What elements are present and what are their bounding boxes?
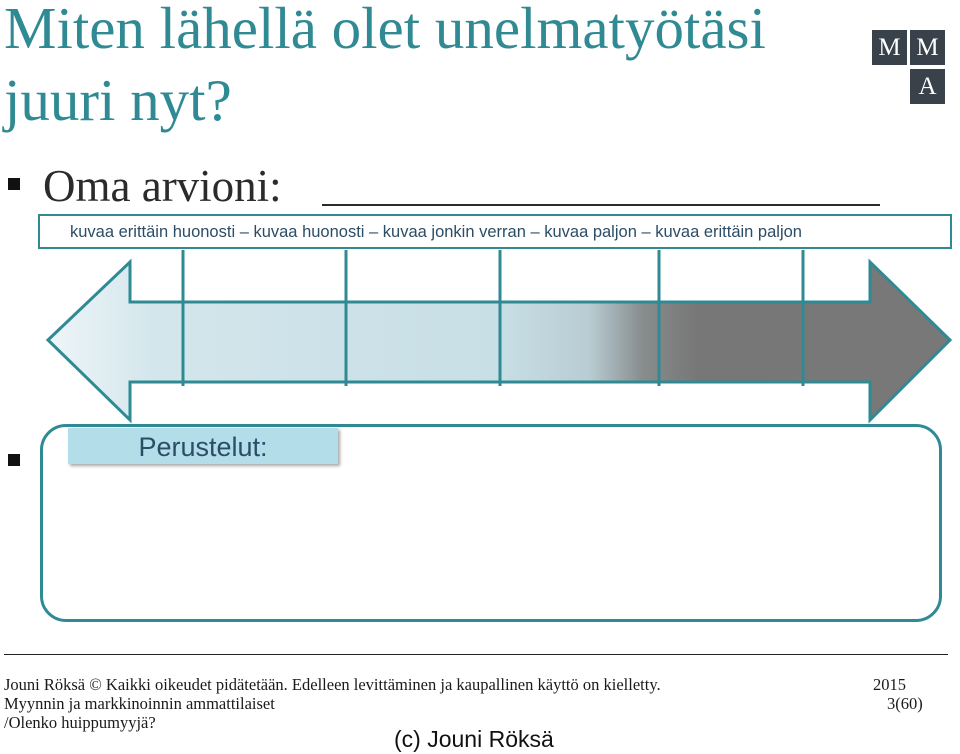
- self-assessment-label: Oma arvioni:: [43, 161, 282, 211]
- bullet-square-icon: [8, 454, 20, 466]
- logo-letter-m1: M: [872, 30, 907, 65]
- reasons-label: Perustelut:: [68, 428, 338, 464]
- footer-page-number: 3(60): [887, 694, 923, 713]
- scale-labels-text: kuvaa erittäin huonosti – kuvaa huonosti – kuvaa jonkin verran – kuvaa paljon – kuvaa erittäin paljon: [70, 223, 802, 241]
- footer-subtitle-2: /Olenko huippumyyjä?: [4, 713, 156, 732]
- footer-year: 2015: [873, 675, 906, 694]
- footer-subtitle: Myynnin ja markkinoinnin ammattilaiset: [4, 694, 275, 713]
- author-credit: (c) Jouni Röksä: [394, 726, 554, 752]
- logo-letter-a: A: [910, 69, 945, 104]
- logo-letter-m2: M: [910, 30, 945, 65]
- slide-title: Miten lähellä olet unelmatyötäsi juuri nyt?: [4, 0, 766, 133]
- footer-copyright: Jouni Röksä © Kaikki oikeudet pidätetään. Edelleen levittäminen ja kaupallinen käyttö on kielletty.: [4, 675, 661, 694]
- footer-divider: [4, 654, 948, 655]
